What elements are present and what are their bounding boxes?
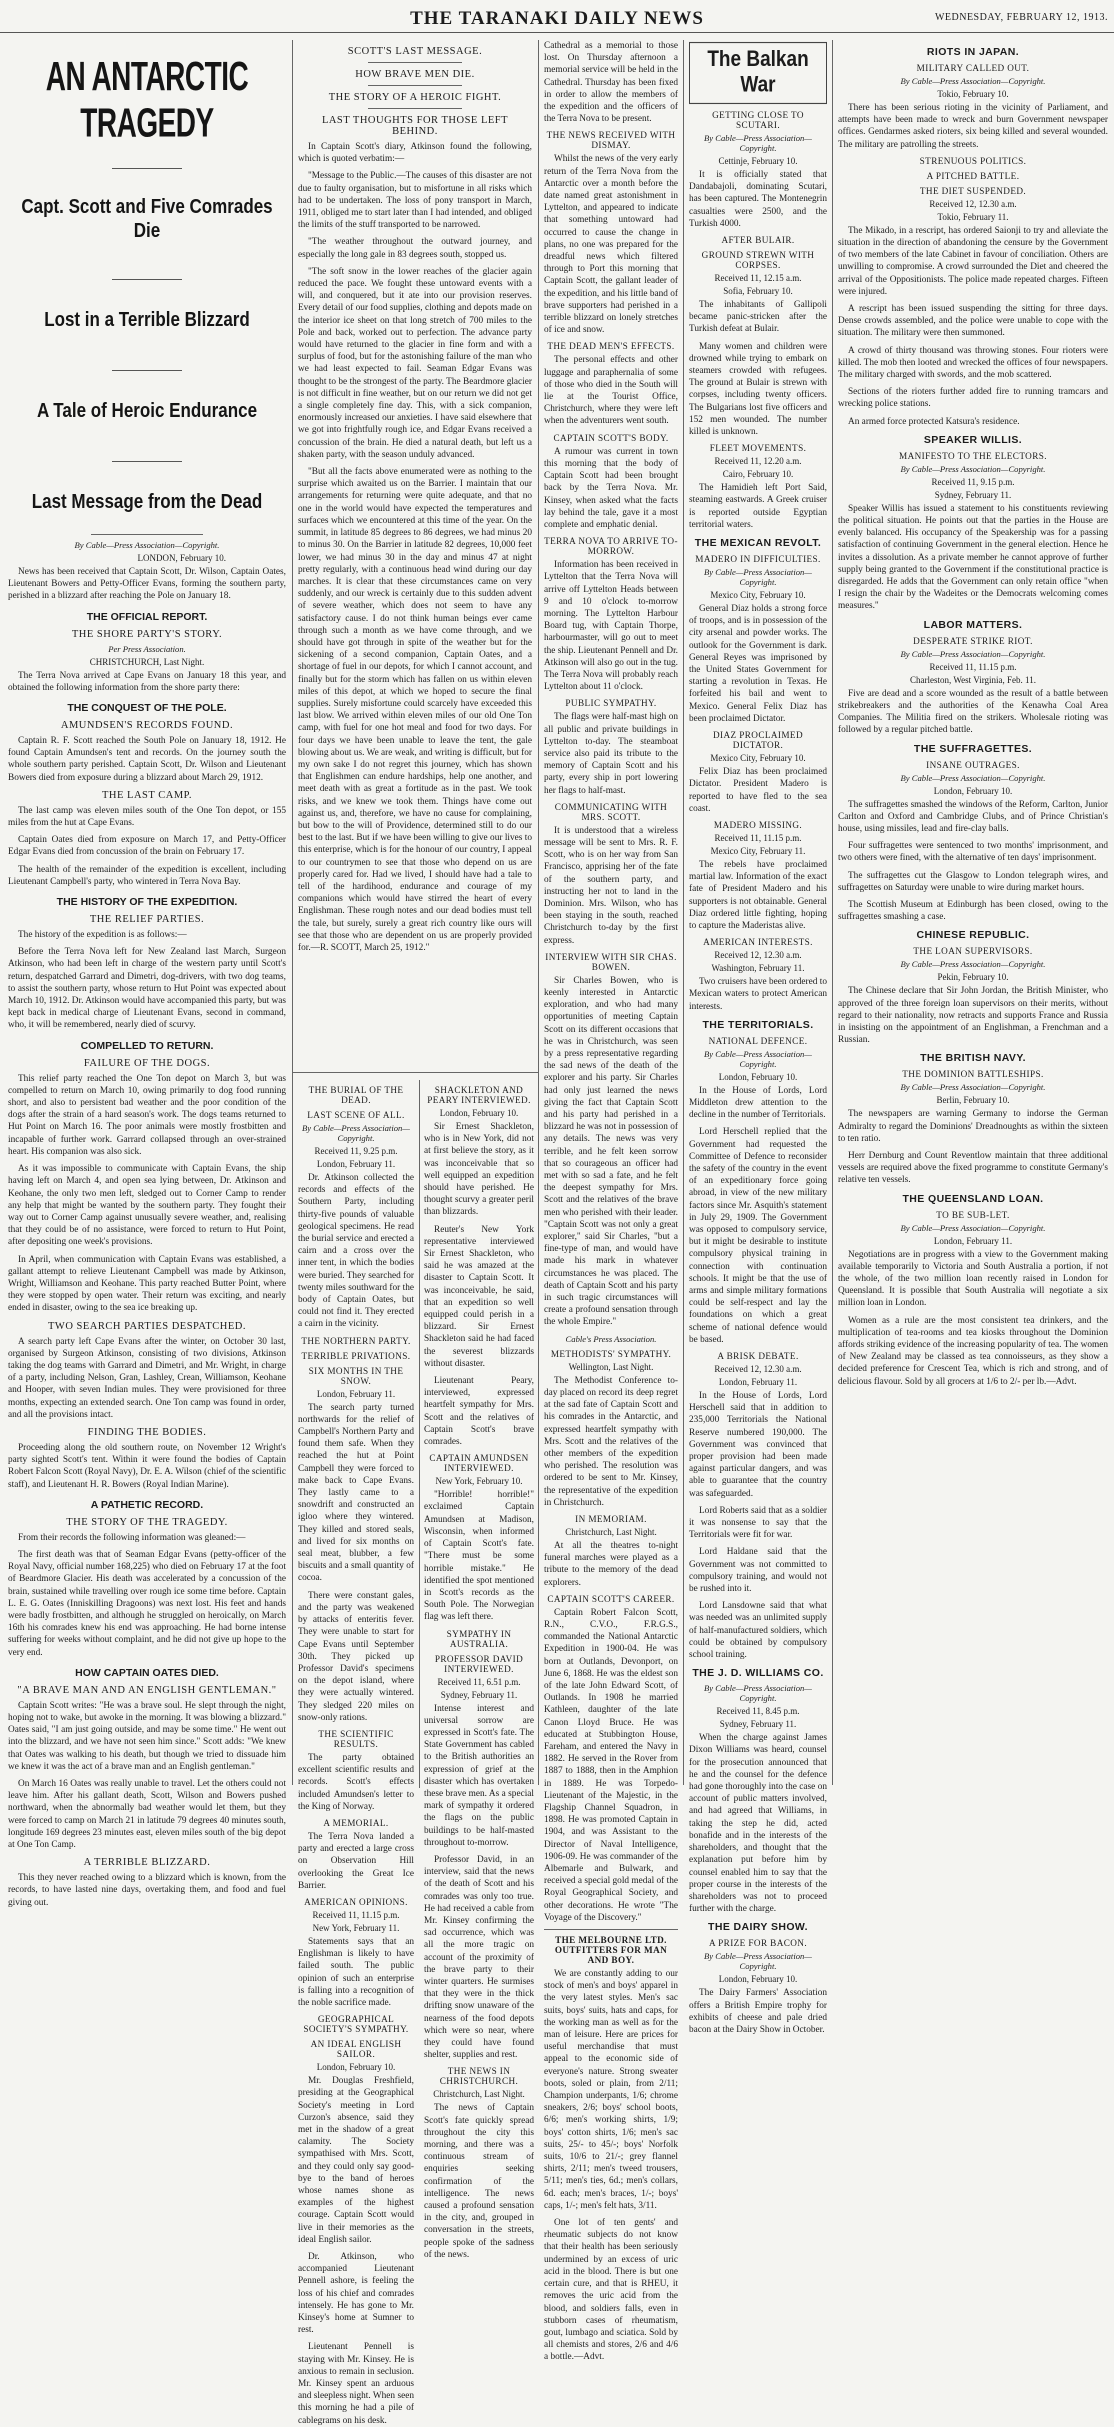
cable-news-column	[838, 40, 1108, 1788]
paragraph: The suffragettes cut the Glasgow to London telegraph wires, and suffragettes on Saturday were unable to wire during market hours.	[838, 870, 1108, 893]
dateline: CHRISTCHURCH, Last Night.	[89, 656, 205, 667]
lead-headline: AN ANTARCTIC TRAGEDY	[45, 53, 249, 145]
dateline: London, February 10.	[718, 1974, 798, 1985]
suffragettes-heading: THE SUFFRAGETTES.	[913, 742, 1033, 755]
subhead: A PATHETIC RECORD.	[90, 1498, 204, 1511]
dateline: London, February 11.	[316, 1388, 396, 1399]
paragraph: The rebels have proclaimed martial law. Information of the exact fate of President Madero and his supporters is not obtainable. General Diaz ordered little fighting, hoping to capture the Maderistas alive.	[689, 859, 827, 931]
dateline: Received 11, 9.15 p.m.	[931, 476, 1015, 487]
dateline: Received 11, 9.25 p.m.	[314, 1146, 398, 1156]
paragraph: Before the Terra Nova left for New Zealand last March, Surgeon Atkinson, who had been left in charge of the western party until Scott's return, despatched Garrard and Dimetri, dog-drivers, with two dog teams, to assist the southern party, whose return to Hut Point was expected about March 10, 1912. Dr. Atkinson would have accompanied this party, but was kept back in medical charge of Lieutenant Evans, second in command, who, it will be remembered, nearly died of scurvy.	[8, 947, 286, 1031]
dateline: Washington, February 11.	[711, 963, 805, 974]
paragraph: Lord Lansdowne said that what was needed was an unlimited supply of half-manufactured soldiers, which could be obtained by compulsory school training.	[689, 1601, 827, 1661]
paragraph: Sir Ernest Shackleton, who is in New York, did not at first believe the story, as it was inconceivable that so well equipped an expedition should have perished. He thought scurvy a greater peril than blizzards.	[424, 1122, 534, 1218]
dateline: Tokio, February 10.	[937, 89, 1009, 99]
subhead: THE NEWS RECEIVED WITH DISMAY.	[546, 130, 676, 151]
paragraph: The suffragettes smashed the windows of the Reform, Carlton, Junior Carlton and Oxford and Cambridge Clubs, and of Prince Christian's house, using missiles, lead and fire-clay balls.	[838, 799, 1108, 834]
subhead: FINDING THE BODIES.	[87, 1426, 207, 1438]
paragraph: Speaker Willis has issued a statement to his constituents reviewing the political situation. He points out that the parties in the House are evenly balanced. His occupancy of the Speakership was for a passing satisfaction of continuing Government in the general election. Hence he invites a dissolution. As a private member he cannot approve of further supply being granted to the Government if the constitutional practice is disregarded. He adds that the Government can only retain office "when I resign the chair by the Wadeites or the Democrats welcoming comes measures."	[838, 503, 1108, 612]
paragraph: Dr. Atkinson collected the records and effects of the Southern Party, including thirty-five pounds of valuable geological specimens. He read the burial service and erected a cairn and a cross over the inner tent, in which the bodies were buried. They searched for twenty miles southward for the body of Captain Oates, but could not find it. They erected a cairn in the vicinity.	[298, 1173, 414, 1330]
dateline: Charleston, West Virginia, Feb. 11.	[910, 674, 1036, 685]
subhead: NATIONAL DEFENCE.	[708, 1035, 808, 1046]
subhead: TO BE SUB-LET.	[936, 1209, 1010, 1220]
paragraph: The history of the expedition is as follows:—	[18, 930, 187, 941]
paragraph: Lord Roberts said that as a soldier it was nonsense to say that the Territorials were fit for war.	[689, 1505, 827, 1541]
subhead: THE BURIAL OF THE DEAD.	[308, 1085, 404, 1105]
subhead: INTERVIEW WITH SIR CHAS. BOWEN.	[545, 951, 677, 972]
paragraph: A rumour was current in town this morning that the body of Captain Scott had been brought back by the Terra Nova. Mr. Kinsey, when asked what the facts lay behind the tale, gave it a most complete and emphatic denial.	[544, 446, 678, 530]
subhead: LAST SCENE OF ALL.	[307, 1110, 405, 1120]
subhead: METHODISTS' SYMPATHY.	[550, 1348, 672, 1359]
paragraph: The newspapers are warning Germany to indorse the German Admiralty to regard the Dominions' Dreadnoughts as within the sixteen to ten ratio.	[838, 1109, 1108, 1144]
byline: By Cable—Press Association—Copyright.	[900, 772, 1046, 783]
paragraph: Captain Oates died from exposure on March 17, and Petty-Officer Edgar Evans died from concussion of the brain on February 17.	[8, 835, 286, 858]
paragraph: The Methodist Conference to-day placed on record its deep regret at the sad fate of Captain Scott and his comrades in the Antarctic, and expressed heartfelt sympathy with Mrs. Scott and the relatives of the other members of the expedition who perished. The resolution was ordered to be sent to Mr. Kinsey, the representative of the expedition in Christchurch.	[544, 1375, 678, 1508]
subhead: THE STORY OF A HEROIC FIGHT.	[328, 92, 502, 103]
headline-divider	[112, 370, 182, 371]
subhead: THE STORY OF THE TRAGEDY.	[66, 1516, 228, 1528]
paragraph: Reuter's New York representative interviewed Sir Ernest Shackleton, who said he was amazed at the disaster to Captain Scott. It was inconceivable, he said, that an expedition so well equipped could perish in a blizzard. Sir Ernest Shackleton said he had faced the severest blizzards without disaster.	[424, 1224, 534, 1369]
paragraph: Lord Haldane said that the Government was not committed to compulsory training, and would not be rushed into it.	[689, 1547, 827, 1595]
riots-japan-heading: RIOTS IN JAPAN.	[926, 46, 1020, 58]
subhead: TERRIBLE PRIVATIONS.	[301, 1350, 411, 1361]
subhead: MADERO IN DIFFICULTIES.	[695, 554, 821, 565]
column-rule	[538, 40, 539, 1785]
advert-text: We are constantly adding to our stock of men's and boys' apparel in the very latest styles. Men's sac suits, boys' suits, hats and caps, for the working man as well as for the man of leisure. Here are prices for useful merchandise that must appeal to the economic side of everyone's nature. Strong sweater boots, soled or plain, from 2/11; Champion underpants, 1/6; chrome sneakers, 2/6; boys' school boots, 6/6; men's working shirts, 1/9; boys' cotton shirts, 1/6; men's sac suits, 25/- to 45/-; boys' Norfolk suits, 10/6 to 21/-; grey flannel shirts, 2/11; men's tweed trousers, 5/11; men's ties, 6d.; men's collars, 6d. each; men's braces, 1/-; boys' caps, 1/-; men's felt hats, 3/11.	[544, 1969, 678, 2211]
subhead: A TERRIBLE BLIZZARD.	[83, 1857, 211, 1869]
paragraph: Felix Diaz has been proclaimed Dictator. President Madero is reported to have fled to the sea coast.	[689, 767, 827, 814]
subhead: INSANE OUTRAGES.	[926, 759, 1020, 770]
subhead: CAPTAIN SCOTT'S CAREER.	[547, 1593, 675, 1604]
lead-deck-1: Capt. Scott and Five Comrades Die	[21, 195, 273, 242]
paragraph: From their records the following information was gleaned:—	[18, 1532, 246, 1543]
dateline: London, February 10.	[439, 1108, 519, 1118]
dateline: London, February 10.	[316, 2062, 396, 2073]
subhead: DESPERATE STRIKE RIOT.	[913, 635, 1033, 646]
subhead: HOW BRAVE MEN DIE.	[355, 69, 475, 80]
dateline: Sofia, February 10.	[723, 286, 793, 297]
subhead: SYMPATHY IN AUSTRALIA.	[446, 1628, 512, 1649]
subhead: THE SCIENTIFIC RESULTS.	[318, 1728, 394, 1749]
paragraph: There has been serious rioting in the vicinity of Parliament, and attempts have been made to wreck and burn Government newspaper offices. Gendarmes asked rioters, six being killed and several wounded. The military are patrolling the streets.	[838, 103, 1108, 150]
subhead: LAST THOUGHTS FOR THOSE LEFT BEHIND.	[321, 115, 509, 137]
newspaper-title: THE TARANAKI DAILY NEWS	[410, 8, 704, 29]
subhead: COMPELLED TO RETURN.	[80, 1039, 214, 1052]
dateline: Received 11, 11.15 p.m.	[714, 832, 802, 843]
subhead: GETTING CLOSE TO SCUTARI.	[712, 110, 804, 130]
paragraph: Captain Robert Falcon Scott, R.N., C.V.O., F.R.G.S., commanded the National Antarctic Expedition in 1900-04. He was born at Outlands, Devonport, on June 6, 1868. He was the eldest son of the late John Edward Scott, of Outlands. In 1908 he married Kathleen, daughter of the late Canon Lloyd Bruce. He was educated at Stubbington House, Fareham, and entered the Navy in 1882. He served in the Rover from 1887 to 1888, then in the Amphion in 1889. He was Torpedo-Lieutenant of the Majestic, in the Flagship Channel Squadron, in 1898. He was promoted Captain in 1904, and was Assistant to the Director of Naval Intelligence, 1906-09. He was commander of the Albemarle and Bulwark, and received a special gold medal of the Royal Geographical Society, and other decorations. He wrote "The Voyage of the Discovery."	[544, 1607, 678, 1923]
paragraph: Five are dead and a score wounded as the result of a battle between strikebreakers and the authorities of the Kenawha Coal Area Companies. The Militia fired on the strikers. Wholesale rioting was followed by a regular pitched battle.	[838, 688, 1108, 736]
paragraph: Information has been received in Lyttelton that the Terra Nova will arrive off Lyttelton Heads between 9 and 10 o'clock to-morrow morning. The Lyttelton Harbour Board tug, with Captain Thorpe, harbourmaster, will go out to meet the ship. Lieutenant Pennell and Dr. Atkinson will also go out in the tug. The Terra Nova will probably reach Lyttelton about 11 o'clock.	[544, 560, 678, 693]
byline: Cable's Press Association.	[565, 1333, 657, 1344]
paragraph: A crowd of thirty thousand was throwing stones. Four rioters were killed. The mob then looted and wrecked the offices of four newspapers. The military charged with swords, and the mob scattered.	[838, 345, 1108, 381]
paragraph: A rescript has been issued suspending the sitting for three days. Dense crowds assembled, and the police were unable to cope with the situation. The military were then summoned.	[838, 304, 1108, 339]
subhead: THE DIET SUSPENDED.	[919, 185, 1027, 196]
paragraph: When the charge against James Dixon Williams was heard, counsel for the prosecution announced that he and the counsel for the defence had gone thoroughly into the case on account of public matters involved, and had agreed that Williams, in taking the step he did, acted bonafide and in the interests of the shareholders, and thought that the explanation put before him by counsel enabled him to say that the proper course in the interests of the shareholders was not to proceed further with the charge.	[689, 1733, 827, 1915]
divider	[544, 1929, 678, 1930]
dairy-show-heading: THE DAIRY SHOW.	[708, 1921, 808, 1934]
dateline: Pekin, February 10.	[937, 972, 1009, 983]
lead-column	[8, 40, 286, 1908]
subhead: AMERICAN OPINIONS.	[304, 1896, 408, 1907]
subhead: IN MEMORIAM.	[575, 1513, 647, 1524]
advert-text: One lot of ten gents' and rheumatic subjects do not know that their health has been seriously undermined by an excess of uric acid in the blood. There is but one certain cure, and that is RHEU, it removes the uric acid from the blood, and soldiers falls, even in stubborn cases of rheumatism, gout, lumbago and sciatica. Sold by all chemists and stores, 2/6 and 4/6 a bottle.—Advt.	[544, 2218, 678, 2363]
paragraph: General Diaz holds a strong force of troops, and is in possession of the city arsenal and powder works. The outlook for the Government is dark. General Reyes was imprisoned by the United States Government for starting a revolution in Texas. He forfeited his bail and went to Mexico. General Felix Diaz has been proclaimed Dictator.	[689, 604, 827, 724]
subhead: THE RELIEF PARTIES.	[89, 914, 205, 926]
paragraph: There were constant gales, and the party was weakened by attacks of enteritis fever. They were unable to start for Cape Evans until September 30th. They picked up Professor David's specimens on the depot island, where they were actually wintered. They sledged 220 miles on snow-only rations.	[298, 1590, 414, 1723]
dateline: Mexico City, February 11.	[710, 845, 806, 856]
subhead: CAPTAIN SCOTT'S BODY.	[553, 432, 669, 443]
subhead: THE OFFICIAL REPORT.	[86, 610, 208, 623]
dateline: Cairo, February 10.	[722, 469, 794, 480]
lead-deck-3: A Tale of Heroic Endurance	[36, 399, 258, 422]
dateline: Mexico City, February 10.	[710, 590, 806, 601]
paragraph: Negotiations are in progress with a view to the Government making available temporarily to Victoria and South Australia a portion, if not the whole, of the two million loan recently raised in London for Queensland. It is possible that South Australia will negotiate a six million loan in London.	[838, 1249, 1108, 1309]
dateline: LONDON, February 10.	[137, 553, 226, 563]
paragraph: Sections of the rioters further added fire to running tramcars and wrecking police stations.	[838, 387, 1108, 410]
balkan-war-heading: The Balkan War	[689, 42, 827, 104]
paragraph: Two cruisers have been ordered to Mexican waters to protect American interests.	[689, 977, 827, 1012]
dateline: Received 12, 12.30 a.m.	[929, 198, 1017, 209]
paragraph: The Terra Nova landed a party and erected a large cross on Observation Hill overlooking the Great Ice Barrier.	[298, 1831, 414, 1891]
dateline: London, February 11.	[718, 1377, 798, 1387]
paragraph: This relief party reached the One Ton depot on March 3, but was compelled to return on March 10, owing primarily to dog food running short, and also to persistent bad weather and the poor condition of the dogs after the strain of a hard season's work. The dogs teams returned to Hut Point on March 16. The poor animals were mostly frostbitten and incapable of further work. Garrard collapsed through an over-strained heart. His companion was also sick.	[8, 1073, 286, 1157]
paragraph: Dr. Atkinson, who accompanied Lieutenant Pennell ashore, is feeling the loss of his chief and comrades intensely. He has gone to Mr. Kinsey's home at Sumner to rest.	[298, 2252, 414, 2336]
paragraph: Captain Scott writes: "He was a brave soul. He slept through the night, hoping not to wake, but awoke in the morning. It was blowing a blizzard." Oates said, "I am just going outside, and may be some time." He went out into the blizzard, and we have not seen him since." Scott adds: "We knew that Oates was walking to his death, but though we tried to dissuade him we knew it was the act of a brave man and an English gentleman."	[8, 1700, 286, 1772]
dateline: New York, February 10.	[435, 1476, 523, 1487]
column-rule	[683, 40, 684, 1785]
paragraph: As it was impossible to communicate with Captain Evans, the ship having left on March 4, and open sea lying between, Dr. Atkinson and Keohane, the only two men left, sledged out to Corner Camp to render any help that might be wanted by the southern party. They fought their way out to Corner Camp against unusually severe weather, and, realising that they could be of no assistance, were forced to return to Hut Point, after depositing one week's provisions.	[8, 1164, 286, 1248]
lead-intro: News has been received that Captain Scott, Dr. Wilson, Captain Oates, Lieutenant Bowers and Petty-Officer Evans, forming the southern party, perished in a blizzard after reaching the Pole on January 18.	[8, 567, 286, 602]
dateline: Received 11, 6.51 p.m.	[437, 1676, 521, 1687]
dateline: Received 12, 12.30 a.m.	[714, 1364, 802, 1374]
subhead: HOW CAPTAIN OATES DIED.	[75, 1666, 219, 1679]
subhead: THE NORTHERN PARTY.	[301, 1335, 411, 1346]
subhead: A BRISK DEBATE.	[717, 1351, 799, 1361]
paragraph: Lord Herschell replied that the Government had requested the Committee of Defence to reconsider the safety of the country in the event of an expeditionary force going abroad, in view of the new military factors since Mr. Asquith's statement in July 29, 1909. The Government was opposed to compulsory service, but it might be desirable to institute compulsory physical training in connection with continuation schools. It might be that the use of arms and simple military formations could be self-respect and lay the foundations on which a great scheme of national defence would be based.	[689, 1127, 827, 1345]
headline-divider	[112, 168, 182, 169]
divider	[368, 62, 462, 63]
paragraph: An armed force protected Katsura's residence.	[848, 416, 1020, 427]
paragraph: Mr. Douglas Freshfield, presiding at the Geographical Society's meeting in Lord Curzon's absence, said they met in the shadow of a great calamity. The Society sympathised with Mrs. Scott, and they could only say good-bye to the band of heroes whose names shone as examples of the highest courage. Captain Scott would live in their memories as the ideal English sailor.	[298, 2076, 414, 2245]
dateline: Received 11, 11.15 p.m.	[312, 1909, 400, 1920]
paragraph: The first death was that of Seaman Edgar Evans (petty-officer of the Royal Navy, official number 168,225) who died on February 17 at the foot of Beardmore Glacier. His death was accelerated by a concussion of the brain, sustained while travelling over rough ice some time before. Captain L. E. G. Oates (Inniskilling Dragoons) was next lost. His feet and hands were badly frostbitten, and although he struggled on heroically, on March 16th his comrades knew his end was approaching. He had borne intense suffering for weeks without complaint, and he did not give up hope to the very end.	[8, 1549, 286, 1658]
subhead: THE DOMINION BATTLESHIPS.	[902, 1069, 1044, 1080]
paragraph: A search party left Cape Evans after the winter, on October 30 last, organised by Surgeon Atkinson, consisting of two divisions, Atkinson taking the dog teams with Garrard and Dimetri, and Mr. Wright, in charge of a party, including Nelson, Gran, Lashley, Crean, Williamson, Keohane and Hooper, with seven Indian mules. They were provisioned for three months, expecting an extended search. One Ton camp was found in order, and all the provisions intact.	[8, 1336, 286, 1420]
headline-divider	[91, 534, 202, 535]
news-received-column	[424, 1080, 534, 2260]
subhead: THE SHORE PARTY'S STORY.	[71, 628, 223, 640]
paragraph: In Captain Scott's diary, Atkinson found the following, which is quoted verbatim:—	[298, 142, 532, 165]
byline: By Cable—Press Association—Copyright.	[900, 648, 1046, 659]
chinese-republic-heading: CHINESE REPUBLIC.	[916, 929, 1030, 942]
subhead: GROUND STREWN WITH CORPSES.	[701, 250, 815, 271]
lead-deck-2: Lost in a Terrible Blizzard	[44, 308, 250, 331]
subhead: AMERICAN INTERESTS.	[703, 937, 813, 948]
subhead: THE NEWS IN CHRISTCHURCH.	[439, 2066, 519, 2087]
subhead: SIX MONTHS IN THE SNOW.	[308, 1365, 404, 1386]
paragraph: The last camp was eleven miles south of the One Ton depot, or 155 miles from the hut at Cape Evans.	[8, 805, 286, 829]
subhead: THE LAST CAMP.	[102, 789, 192, 801]
paragraph: It is officially stated that Dandabajoli, dominating Scutari, has been captured. The Montenegrin casualties were 2500, and the Turkish 4000.	[689, 170, 827, 229]
byline: By Cable—Press Association—Copyright.	[900, 1222, 1046, 1233]
subhead: A PRIZE FOR BACON.	[708, 1938, 808, 1949]
dateline: London, February 11.	[933, 1235, 1013, 1246]
subhead: AMUNDSEN'S RECORDS FOUND.	[60, 720, 234, 732]
subhead: DIAZ PROCLAIMED DICTATOR.	[713, 730, 803, 751]
subhead: THE CONQUEST OF THE POLE.	[67, 702, 227, 715]
paragraph: Herr Dernburg and Count Reventlow maintain that three additional vessels are required above the fixed programme to constitute Germany's relative ten vessels.	[838, 1150, 1108, 1186]
column-rule	[832, 40, 833, 1785]
subhead: MADERO MISSING.	[713, 819, 803, 830]
advert-text: Women as a rule are the most consistent tea drinkers, and the multiplication of tea-rooms and tea kiosks throughout the Dominion affords striking evidence of the increasing popularity of tea. The women of New Zealand may be classed as tea connoisseurs, as they show a decided preference for Crescent Tea, which is rich and strong, and of delicious flavour. Sold by all grocers at 1/6 to 2/- per lb.—Advt.	[838, 1315, 1108, 1387]
byline: By Cable—Press Association—Copyright.	[704, 1951, 812, 1972]
byline: Per Press Association.	[108, 643, 186, 654]
paragraph: "But all the facts above enumerated were as nothing to the surprise which awaited us on the Barrier. I maintain that our arrangements for returning were quite adequate, and that no one in the world would have expected the temperatures and surfaces which we encountered at this time of the year. On the summit, in latitude 85 degrees to 86 degrees, we had minus 20 to minus 30. On the Barrier in latitude 82 degrees, 10,000 feet lower, we had minus 30 in the day and minus 47 at night pretty regularly, with a continuous head wind during our day marches. It is clear that these circumstances came on very suddenly, and our wreck is certainly due to this sudden advent of severe weather, which does not seem to have any satisfactory cause. I do not think human beings ever came through such a month as we have come through, and we should have got through in spite of the weather but for the sickening of a second companion, Captain Oates, and a shortage of fuel in our depots, for which I cannot account, and finally but for the storm which has fallen on us within eleven miles of this depot, at which we hoped to secure the final supplies. Surely misfortune could scarcely have exceeded this last blow. We arrived within eleven miles of our old One Ton camp, with fuel for one hot meal and food for two days. For four days we have been unable to leave the tent, the gale blowing about us. We are weak, and writing is difficult, but for my own sake I do not regret this journey, which has shown that Englishmen can endure hardships, help one another, and meet death with as great a fortitude as in the past. We took risks, and we knew we took them. Things have come out against us, and, therefore, we have no cause for complaining, but bow to the will of Providence, determined still to do our best to the last. But if we have been willing to give our lives to this enterprise, which is for the honour of our country, I appeal to our countrymen to see that those who depend on us are properly cared for. Had we lived, I should have had a tale to tell of the hardihood, endurance and courage of my companions which would have stirred the heart of every Englishman. These rough notes and our dead bodies must tell the tale, but surely, surely a great rich country like ours will see that those who are dependent on us are properly provided for.—R. SCOTT, March 25, 1912."	[298, 467, 532, 953]
paragraph: Statements says that an Englishman is likely to have failed south. The public opinion of such an enterprise is falling into a recognition of the noble sacrifice made.	[298, 1936, 414, 2008]
subhead: COMMUNICATING WITH MRS. SCOTT.	[554, 801, 668, 822]
williams-heading: THE J. D. WILLIAMS CO.	[692, 1667, 824, 1680]
dateline: Sydney, February 11.	[934, 489, 1012, 500]
dateline: Sydney, February 11.	[440, 1689, 518, 1700]
paragraph: The inhabitants of Gallipoli became panic-stricken after the Turkish defeat at Bulair.	[689, 300, 827, 335]
dateline: Tokio, February 11.	[937, 211, 1009, 222]
paragraph: The Scottish Museum at Edinburgh has been closed, owing to the suffragettes smashing a case.	[838, 899, 1108, 923]
subhead: GEOGRAPHICAL SOCIETY'S SYMPATHY.	[303, 2014, 409, 2035]
paragraph: Sir Charles Bowen, who is keenly interested in Antarctic exploration, and who had many opportunities of meeting Captain Scott on its different occasions that he was in Christchurch, was seen by a press representative regarding the sad news of the death of the explorer and his party. Sir Charles had only just learned the news giving the fact that Captain Scott and his party had perished in a blizzard he was not in possession of any details. The news was very terrible, and he felt keen sorrow that so courageous an officer had met with so sad a fate, and he felt the deepest sympathy for Mrs. Scott and the relatives of the brave men who perished with their leader. "Captain Scott was not only a great explorer," said Sir Charles, "but a fine-type of man, and would have made his mark in whatever circumstances he was placed. The death of Captain Scott and his party in such tragic circumstances will create a profound sensation through the whole Empire."	[544, 975, 678, 1328]
paragraph: On March 16 Oates was really unable to travel. Let the others could not leave him. After his gallant death, Scott, Wilson and Bowers pushed northward, when the abnormally bad weather would let them, but they were forced to camp on March 21 in latitude 79 degrees 40 minutes south, longitude 169 degrees 23 minutes east, eleven miles south of the big depot at One Ton Camp.	[8, 1779, 286, 1851]
dateline: London, February 11.	[316, 1159, 396, 1169]
byline: By Cable—Press Association—Copyright.	[900, 76, 1046, 86]
byline: By Cable—Press Association—Copyright.	[704, 1048, 812, 1069]
dateline: Received 11, 12.20 a.m.	[714, 456, 802, 467]
subhead: FAILURE OF THE DOGS.	[83, 1057, 211, 1069]
subhead: PUBLIC SYMPATHY.	[565, 698, 657, 709]
paragraph: Four suffragettes were sentenced to two months' imprisonment, and two others were fined, with the alternative of ten days' imprisonment.	[838, 841, 1108, 864]
dateline: Christchurch, Last Night.	[565, 1526, 657, 1537]
byline: By Cable—Press Association—Copyright.	[900, 1082, 1046, 1093]
subhead: AN IDEAL ENGLISH SAILOR.	[310, 2039, 402, 2060]
labor-matters-heading: LABOR MATTERS.	[923, 618, 1023, 631]
subhead: TWO SEARCH PARTIES DESPATCHED.	[48, 1320, 246, 1332]
paragraph: In April, when communication with Captain Evans was established, a gallant attempt to relieve Lieutenant Campbell was made by Atkinson, Wright, Williamson and Keohane. This party reached Butter Point, where they were stopped by open water. Their return was exciting, and nearly ended in disaster, owing to the sea ice breaking up.	[8, 1254, 286, 1314]
dateline: Christchurch, Last Night.	[433, 2089, 525, 2100]
headline-divider	[112, 279, 182, 280]
paragraph: Lieutenant Peary, interviewed, expressed heartfelt sympathy for Mrs. Scott and the relatives of Captain Scott's brave comrades.	[424, 1376, 534, 1448]
british-navy-heading: THE BRITISH NAVY.	[920, 1052, 1026, 1065]
column-rule	[292, 40, 293, 1785]
mexican-revolt-heading: THE MEXICAN REVOLT.	[694, 537, 822, 550]
lead-deck-4: Last Message from the Dead	[31, 490, 263, 513]
byline: By Cable—Press Association—Copyright.	[900, 463, 1046, 474]
paragraph: In the House of Lords, Lord Middleton drew attention to the decline in the number of Territorials.	[689, 1085, 827, 1121]
headline-divider	[112, 461, 182, 462]
subhead: PROFESSOR DAVID INTERVIEWED.	[434, 1653, 524, 1674]
paragraph: The search party turned northwards for the relief of Campbell's Northern Party and found them safe. When they reached the hut at Point Campbell they were forced to make back to Cape Evans. They lastly came to a snowdrift and constructed an igloo where they wintered. They killed and stored seals, and lived for six months on seal meat, blubber, a few biscuits and a small quantity of cocoa.	[298, 1402, 414, 1584]
subhead: "A BRAVE MAN AND AN ENGLISH GENTLEMAN."	[17, 1684, 277, 1696]
byline: By Cable—Press Association—Copyright.	[900, 959, 1046, 970]
subhead: A PITCHED BATTLE.	[926, 170, 1020, 181]
paragraph: "The weather throughout the outward journey, and especially the long gale in 83 degrees south, stopped us.	[298, 237, 532, 260]
subhead: MANIFESTO TO THE ELECTORS.	[899, 450, 1047, 461]
paragraph: The Mikado, in a rescript, has ordered Saionji to try and alleviate the situation in the direction of abandoning the censure by the Government of two members of the late Cabinet in favour of conciliation. Others are unwilling to compromise. A crowd surrounded the Diet and cheered the arrival of the Oppositionists. The police made repeated charges. Fifteen were injured.	[838, 225, 1108, 297]
paragraph: The health of the remainder of the expedition is excellent, including Lieutenant Campbell's party, who wintered in Terra Nova Bay.	[8, 864, 286, 887]
subhead: CAPTAIN AMUNDSEN INTERVIEWED.	[429, 1453, 529, 1474]
paragraph: The Hamidieh left Port Said, steaming eastwards. A Greek cruiser is reported outside Egyptian territorial waters.	[689, 483, 827, 530]
byline: By Cable—Press Association—Copyright.	[74, 540, 220, 550]
paragraph: "The soft snow in the lower reaches of the glacier again reduced the pace. We fought these untoward events with a will, and conquered, but it ate into our provision reserves. Every detail of our food supplies, clothing and depots made on the interior ice sheet on that long stretch of 700 miles to the Pole and back, worked out to perfection. The advance party would have returned to the glacier in fine form and with a surplus of food, but for the astonishing failure of the man who we had least expected to fail. Seaman Edgar Evans was thought to be the strongest of the party. The Beardmore glacier is not difficult in fine weather, but on our return we did not get a single completely fine day. This, with a sick companion, enormously increased our anxieties. I have said elsewhere that we got into frightfully rough ice, and Edgar Evans received a concussion of the brain. He died a natural death, but left us a shaken party, with the season unduly advanced.	[298, 266, 532, 460]
paragraph: "Horrible! horrible!" exclaimed Captain Amundsen at Madison, Wisconsin, when informed of Captain Scott's fate. "There must be some horrible mistake." He identified the spot mentioned in Scott's records as the South Pole. The Norwegian flag was left there.	[424, 1490, 534, 1623]
paragraph: The Dairy Farmers' Association offers a British Empire trophy for exhibits of cheese and pale dried bacon at the Dairy Show in October.	[689, 1988, 827, 2035]
paragraph: Many women and children were drowned while trying to embark on steamers crowded with refugees. The ground at Bulair is strewn with corpses, including twenty officers. The Bulgarians lost five officers and 152 men wounded. The number killed is unknown.	[689, 341, 827, 438]
dateline: London, February 10.	[718, 1071, 798, 1082]
paragraph: Captain R. F. Scott reached the South Pole on January 18, 1912. He found Captain Amundsen's tent and records. On the journey south the whole southern party perished. Captain Scott, Dr. Wilson and Lieutenant Bowers died from exposure during a blizzard about March 29, 1912.	[8, 736, 286, 783]
paragraph: Professor David, in an interview, said that the news of the death of Scott and his comrades was only too true. He had received a cable from Mr. Kinsey confirming the sad occurrence, which was all the more tragic on account of the proximity of the brave party to their winter quarters. He surmises that they were in the thick drifting snow unaware of the nearness of the food depots which were so near, where they could have found shelter, supplies and rest.	[424, 1854, 534, 2061]
dateline: London, February 10.	[933, 785, 1013, 796]
speaker-willis-heading: SPEAKER WILLIS.	[923, 433, 1023, 446]
byline: By Cable—Press Association—Copyright.	[704, 133, 812, 153]
paragraph: The flags were half-mast high on all public and private buildings in Lyttelton to-day. The steamboat service also paid its tribute to the memory of Captain Scott and his party, every ship in port lowering her flags to half-mast.	[544, 712, 678, 796]
subhead: TERRA NOVA TO ARRIVE TO-MORROW.	[544, 536, 678, 557]
paragraph: Proceeding along the old southern route, on November 12 Wright's party sighted Scott's tent. Within it were found the bodies of Captain Robert Falcon Scott (Royal Navy), Dr. E. A. Wilson (chief of the scientific staff), and Lieutenant H. R. Bowers (Royal Indian Marine).	[8, 1442, 286, 1490]
paragraph: The party obtained excellent scientific results and records. Scott's effects included Amundsen's letter to the King of Norway.	[298, 1752, 414, 1812]
masthead	[0, 0, 1114, 33]
divider	[368, 85, 462, 86]
queensland-loan-heading: THE QUEENSLAND LOAN.	[902, 1192, 1044, 1205]
paragraph: This they never reached owing to a blizzard which is known, from the records, to have lasted nine days, overtaking them, and food and fuel giving out.	[8, 1873, 286, 1908]
advert-heading: THE MELBOURNE LTD. OUTFITTERS FOR MAN AND BOY.	[554, 1935, 668, 1966]
territorials-heading: THE TERRITORIALS.	[702, 1018, 814, 1031]
subhead: FLEET MOVEMENTS.	[709, 443, 807, 454]
dateline: Cettinje, February 10.	[718, 156, 798, 166]
subhead: MILITARY CALLED OUT.	[916, 63, 1030, 73]
subhead: STRENUOUS POLITICS.	[919, 155, 1027, 166]
byline: By Cable—Press Association—Copyright.	[704, 1683, 812, 1704]
foreign-news-column	[689, 40, 827, 2035]
dateline: Received 11, 12.15 a.m.	[714, 273, 802, 284]
paragraph: Whilst the news of the very early return of the Terra Nova from the Antarctic over a month before the date named great astonishment in Lyttelton, and appeared to indicate that something untoward had occurred to cause the change in plans, no one was prepared for the dreadful news which filtered through to Port this morning that Captain Scott, the gallant leader of the expedition, and his little band of brave supporters had perished in a terrible blizzard on lonely stretches of ice and snow.	[544, 154, 679, 336]
subhead: SCOTT'S LAST MESSAGE.	[347, 46, 483, 57]
paragraph: The Chinese declare that Sir John Jordan, the British Minister, who approved of the three foreign loan supervisors on their merits, without regard to their nationality, now retracts and supports France and Russia in insisting on the appointment of an Englishman, a Frenchman and a Russian.	[838, 986, 1108, 1046]
paragraph: The Terra Nova arrived at Cape Evans on January 18 this year, and obtained the following information from the shore party there:	[8, 670, 286, 693]
burial-column	[298, 1080, 414, 2426]
divider	[368, 108, 462, 109]
subhead: THE LOAN SUPERVISORS.	[913, 946, 1033, 957]
scott-message-column	[298, 40, 532, 1068]
local-news-column	[544, 40, 679, 2363]
paragraph: "Message to the Public.—The causes of this disaster are not due to faulty organisation, but to misfortune in all risks which had to be undertaken. The loss of pony transport in March, 1911, obliged me to start later than I had intended, and obliged the limits of the stuff transported to be narrowed.	[298, 171, 532, 231]
issue-date: WEDNESDAY, FEBRUARY 12, 1913.	[934, 12, 1108, 23]
byline: By Cable—Press Association—Copyright.	[704, 567, 812, 588]
paragraph: It is understood that a wireless message will be sent to Mrs. R. F. Scott, who is on her way from San Francisco, apprising her of the fate of the southern party, and instructing her not to land in the Dominion. Mrs. Wilson, who has been staying in the south, reached Christchurch to-day by the first express.	[544, 825, 678, 946]
byline: By Cable—Press Association—Copyright.	[302, 1123, 410, 1143]
dateline: Sydney, February 11.	[719, 1719, 797, 1730]
subhead: AFTER BULAIR.	[721, 235, 795, 246]
dateline: Mexico City, February 10.	[710, 753, 806, 764]
dateline: New York, February 11.	[312, 1922, 400, 1933]
subhead: THE HISTORY OF THE EXPEDITION.	[56, 896, 238, 909]
dateline: Received 12, 12.30 a.m.	[714, 950, 802, 961]
dateline: Berlin, February 10.	[936, 1095, 1010, 1106]
subhead: SHACKLETON AND PEARY INTERVIEWED.	[427, 1085, 531, 1105]
subhead: THE DEAD MEN'S EFFECTS.	[547, 341, 675, 352]
paragraph: The news of Captain Scott's fate quickly spread throughout the city this morning, and there was a continuous stream of enquiries seeking confirmation of the intelligence. The news caused a profound sensation in the city, and, grouped in conversation in the streets, people spoke of the sadness of the news.	[424, 2103, 534, 2260]
dateline: Received 11, 8.45 p.m.	[716, 1706, 800, 1717]
paragraph: Cathedral as a memorial to those lost. On Thursday afternoon a memorial service will be held in the Cathedral. Thursday has been fixed in order to allow the members of the expedition and the officers of the Terra Nova to be present.	[544, 41, 678, 125]
paragraph: Intense interest and universal sorrow are expressed in Scott's fate. The State Government has cabled to the British authorities an expression of grief at the disaster which has overtaken these brave men. As a special mark of sympathy it ordered the flags on the public buildings to be half-masted throughout to-morrow.	[424, 1703, 534, 1848]
subhead: A MEMORIAL.	[323, 1817, 389, 1828]
paragraph: At all the theatres to-night funeral marches were played as a tribute to the memory of the dead explorers.	[544, 1540, 678, 1588]
section-rule	[292, 1072, 538, 1073]
paragraph: The personal effects and other luggage and paraphernalia of some of those who died in the South will lie at the Tourist Office, Christchurch, where they were left when the adventurers went south.	[544, 355, 678, 427]
dateline: Wellington, Last Night.	[568, 1361, 654, 1372]
paragraph: Lieutenant Pennell is staying with Mr. Kinsey. He is anxious to remain in seclusion. Mr. Kinsey spent an arduous and sleepless night. When seen this morning he had a pile of cablegrams on his desk.	[298, 2342, 414, 2426]
column-rule	[419, 1080, 420, 1788]
paragraph: In the House of Lords, Lord Herschell said that in addition to 235,000 Territorials the National Reserve numbered 190,000. The Government was convinced that proper provision had been made against particular dangers, and was able to guarantee that the country was safeguarded.	[689, 1391, 827, 1499]
dateline: Received 11, 11.15 p.m.	[929, 661, 1017, 672]
